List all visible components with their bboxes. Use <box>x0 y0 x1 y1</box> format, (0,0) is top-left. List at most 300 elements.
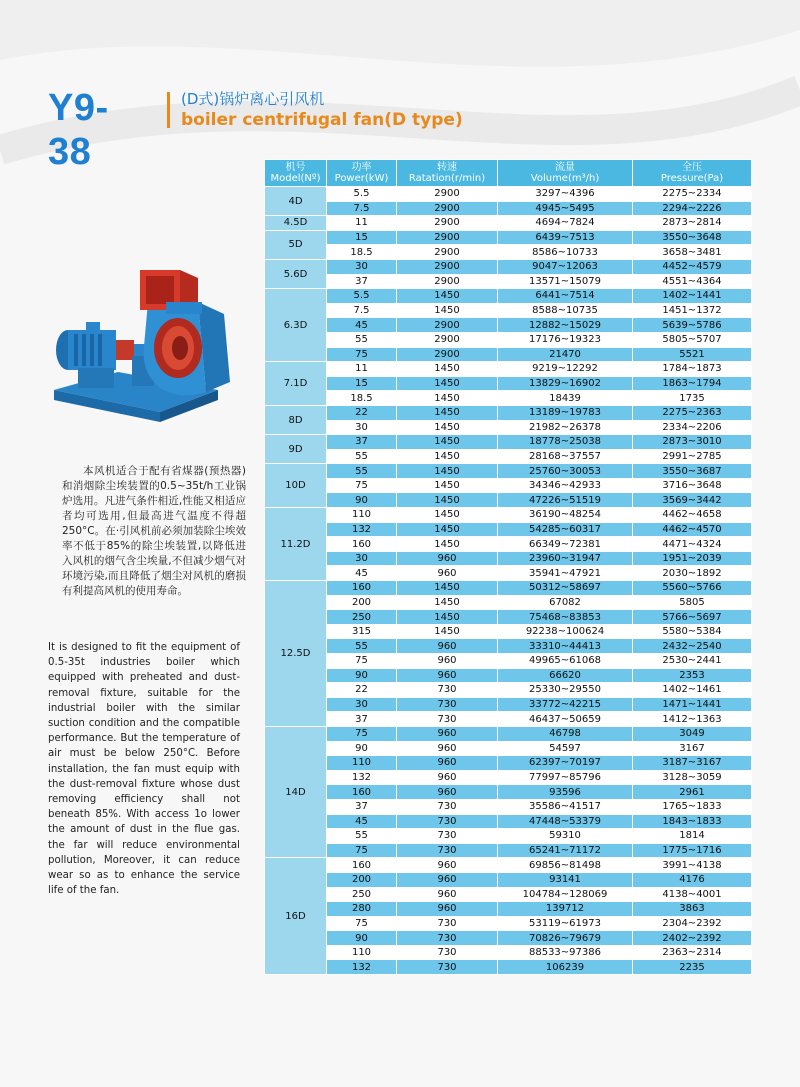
pressure-cell: 3991~4138 <box>633 858 752 873</box>
title-divider <box>167 92 170 128</box>
volume-cell: 35586~41517 <box>498 799 633 814</box>
volume-cell: 36190~48254 <box>498 508 633 523</box>
speed-cell: 1450 <box>397 478 498 493</box>
pressure-cell: 1412~1363 <box>633 712 752 727</box>
speed-cell: 730 <box>397 843 498 858</box>
model-cell: 5.6D <box>265 259 327 288</box>
volume-cell: 8586~10733 <box>498 245 633 260</box>
volume-cell: 18439 <box>498 391 633 406</box>
header-volume <box>498 160 633 187</box>
title-chinese: (D式)锅炉离心引风机 <box>181 90 325 108</box>
model-cell: 4D <box>265 187 327 216</box>
pressure-cell: 2275~2334 <box>633 187 752 202</box>
volume-cell: 139712 <box>498 902 633 917</box>
table-row <box>265 960 752 975</box>
power-cell: 30 <box>327 551 397 566</box>
table-row <box>265 391 752 406</box>
power-cell: 11 <box>327 362 397 377</box>
table-row <box>265 449 752 464</box>
speed-cell: 1450 <box>397 522 498 537</box>
table-row <box>265 785 752 800</box>
table-row <box>265 318 752 333</box>
power-cell: 132 <box>327 770 397 785</box>
power-cell: 315 <box>327 624 397 639</box>
model-cell: 7.1D <box>265 362 327 406</box>
volume-cell: 9047~12063 <box>498 259 633 274</box>
speed-cell: 2900 <box>397 216 498 231</box>
power-cell: 37 <box>327 799 397 814</box>
table-row <box>265 435 752 450</box>
power-cell: 160 <box>327 581 397 596</box>
volume-cell: 23960~31947 <box>498 551 633 566</box>
table-row <box>265 201 752 216</box>
table-row <box>265 726 752 741</box>
table-row <box>265 362 752 377</box>
speed-cell: 960 <box>397 551 498 566</box>
speed-cell: 2900 <box>397 259 498 274</box>
pressure-cell: 1765~1833 <box>633 799 752 814</box>
table-row <box>265 376 752 391</box>
header-model <box>265 160 327 187</box>
volume-cell: 46437~50659 <box>498 712 633 727</box>
model-cell: 5D <box>265 230 327 259</box>
model-cell: 14D <box>265 726 327 857</box>
header-speed <box>397 160 498 187</box>
speed-cell: 1450 <box>397 449 498 464</box>
volume-cell: 54597 <box>498 741 633 756</box>
table-row <box>265 756 752 771</box>
table-row <box>265 405 752 420</box>
header-model-en: Model(Nº) <box>270 173 321 184</box>
pressure-cell: 3550~3648 <box>633 230 752 245</box>
centrifugal-fan-image <box>48 262 244 428</box>
volume-cell: 4694~7824 <box>498 216 633 231</box>
table-row <box>265 522 752 537</box>
power-cell: 55 <box>327 639 397 654</box>
volume-cell: 6439~7513 <box>498 230 633 245</box>
table-header-row <box>265 160 752 187</box>
header-pressure <box>633 160 752 187</box>
table-row <box>265 799 752 814</box>
table-row <box>265 902 752 917</box>
speed-cell: 960 <box>397 668 498 683</box>
table-row <box>265 843 752 858</box>
model-cell: 9D <box>265 435 327 464</box>
model-title: Y9-38 <box>48 87 109 173</box>
table-row <box>265 931 752 946</box>
model-cell: 4.5D <box>265 216 327 231</box>
pressure-cell: 2353 <box>633 668 752 683</box>
power-cell: 45 <box>327 566 397 581</box>
power-cell: 132 <box>327 522 397 537</box>
volume-cell: 50312~58697 <box>498 581 633 596</box>
volume-cell: 25760~30053 <box>498 464 633 479</box>
volume-cell: 13189~19783 <box>498 405 633 420</box>
power-cell: 160 <box>327 537 397 552</box>
header-volume-zh: 流量 <box>555 162 575 173</box>
pressure-cell: 1735 <box>633 391 752 406</box>
volume-cell: 62397~70197 <box>498 756 633 771</box>
table-row <box>265 478 752 493</box>
power-cell: 45 <box>327 814 397 829</box>
volume-cell: 33310~44413 <box>498 639 633 654</box>
speed-cell: 2900 <box>397 245 498 260</box>
speed-cell: 960 <box>397 741 498 756</box>
table-row <box>265 858 752 873</box>
table-row <box>265 683 752 698</box>
volume-cell: 4945~5495 <box>498 201 633 216</box>
table-row <box>265 712 752 727</box>
volume-cell: 35941~47921 <box>498 566 633 581</box>
pressure-cell: 1471~1441 <box>633 697 752 712</box>
table-row <box>265 274 752 289</box>
power-cell: 15 <box>327 230 397 245</box>
speed-cell: 730 <box>397 814 498 829</box>
volume-cell: 77997~85796 <box>498 770 633 785</box>
model-cell: 16D <box>265 858 327 975</box>
pressure-cell: 2873~2814 <box>633 216 752 231</box>
power-cell: 250 <box>327 610 397 625</box>
power-cell: 55 <box>327 829 397 844</box>
table-row <box>265 624 752 639</box>
volume-cell: 53119~61973 <box>498 916 633 931</box>
volume-cell: 59310 <box>498 829 633 844</box>
power-cell: 30 <box>327 259 397 274</box>
table-row <box>265 347 752 362</box>
volume-cell: 18778~25038 <box>498 435 633 450</box>
pressure-cell: 2334~2206 <box>633 420 752 435</box>
speed-cell: 1450 <box>397 610 498 625</box>
speed-cell: 1450 <box>397 464 498 479</box>
pressure-cell: 4471~4324 <box>633 537 752 552</box>
speed-cell: 960 <box>397 902 498 917</box>
pressure-cell: 5766~5697 <box>633 610 752 625</box>
volume-cell: 106239 <box>498 960 633 975</box>
speed-cell: 2900 <box>397 318 498 333</box>
speed-cell: 2900 <box>397 201 498 216</box>
pressure-cell: 1814 <box>633 829 752 844</box>
pressure-cell: 1863~1794 <box>633 376 752 391</box>
table-row <box>265 668 752 683</box>
volume-cell: 25330~29550 <box>498 683 633 698</box>
volume-cell: 49965~61068 <box>498 654 633 669</box>
pressure-cell: 4176 <box>633 872 752 887</box>
table-row <box>265 259 752 274</box>
power-cell: 15 <box>327 376 397 391</box>
table-row <box>265 595 752 610</box>
header-power-en: Power(kW) <box>334 173 389 184</box>
volume-cell: 88533~97386 <box>498 945 633 960</box>
power-cell: 110 <box>327 756 397 771</box>
volume-cell: 92238~100624 <box>498 624 633 639</box>
volume-cell: 28168~37557 <box>498 449 633 464</box>
pressure-cell: 1951~2039 <box>633 551 752 566</box>
power-cell: 18.5 <box>327 391 397 406</box>
pressure-cell: 2275~2363 <box>633 405 752 420</box>
power-cell: 200 <box>327 595 397 610</box>
power-cell: 90 <box>327 931 397 946</box>
speed-cell: 1450 <box>397 581 498 596</box>
speed-cell: 2900 <box>397 187 498 202</box>
volume-cell: 67082 <box>498 595 633 610</box>
spec-table-body <box>265 187 752 975</box>
volume-cell: 17176~19323 <box>498 332 633 347</box>
volume-cell: 46798 <box>498 726 633 741</box>
power-cell: 90 <box>327 493 397 508</box>
header-pressure-en: Pressure(Pa) <box>660 173 724 184</box>
header-volume-en: Volume(m³/h) <box>530 173 600 184</box>
speed-cell: 2900 <box>397 230 498 245</box>
table-row <box>265 945 752 960</box>
pressure-cell: 5805 <box>633 595 752 610</box>
table-row <box>265 230 752 245</box>
volume-cell: 8588~10735 <box>498 303 633 318</box>
speed-cell: 960 <box>397 858 498 873</box>
table-row <box>265 581 752 596</box>
table-row <box>265 887 752 902</box>
model-cell: 8D <box>265 405 327 434</box>
header-power <box>327 160 397 187</box>
volume-cell: 66349~72381 <box>498 537 633 552</box>
power-cell: 75 <box>327 478 397 493</box>
pressure-cell: 4138~4001 <box>633 887 752 902</box>
volume-cell: 47226~51519 <box>498 493 633 508</box>
volume-cell: 47448~53379 <box>498 814 633 829</box>
power-cell: 90 <box>327 668 397 683</box>
volume-cell: 13571~15079 <box>498 274 633 289</box>
spec-table-wrapper <box>264 159 751 975</box>
pressure-cell: 3187~3167 <box>633 756 752 771</box>
table-row <box>265 916 752 931</box>
pressure-cell: 3049 <box>633 726 752 741</box>
table-row <box>265 829 752 844</box>
table-row <box>265 420 752 435</box>
volume-cell: 34346~42933 <box>498 478 633 493</box>
power-cell: 280 <box>327 902 397 917</box>
speed-cell: 960 <box>397 872 498 887</box>
volume-cell: 54285~60317 <box>498 522 633 537</box>
pressure-cell: 3863 <box>633 902 752 917</box>
table-row <box>265 332 752 347</box>
volume-cell: 21470 <box>498 347 633 362</box>
description-english: It is designed to fit the equipment of 0.5-35t industries boiler which equipped with preheated and dust-removal fixture, suitable for the industrial boiler with the similar suction condition and the compatible performance. But the temperature of air must be below 250°C. Before installation, the fan must equip with the dust-removal fixture whose dust removing efficiency shall not beneath 85%. With access 1o lower the amount of dust in the flue gas. the far will reduce environmental pollution, Moreover, it can reduce wear so as to enhance the service life of the fan. <box>48 642 240 897</box>
model-cell: 10D <box>265 464 327 508</box>
speed-cell: 1450 <box>397 303 498 318</box>
speed-cell: 1450 <box>397 362 498 377</box>
speed-cell: 2900 <box>397 332 498 347</box>
power-cell: 45 <box>327 318 397 333</box>
speed-cell: 730 <box>397 799 498 814</box>
power-cell: 22 <box>327 405 397 420</box>
power-cell: 55 <box>327 449 397 464</box>
pressure-cell: 2873~3010 <box>633 435 752 450</box>
volume-cell: 69856~81498 <box>498 858 633 873</box>
speed-cell: 1450 <box>397 420 498 435</box>
volume-cell: 6441~7514 <box>498 289 633 304</box>
pressure-cell: 4462~4570 <box>633 522 752 537</box>
speed-cell: 1450 <box>397 595 498 610</box>
description-chinese: 本风机适合于配有省煤器(预热器)和消烟除尘埃装置的0.5~35t/h工业锅炉选用。凡进气条件相近,性能又相适应者均可选用,但最高进气温度不得超250°C。在·引风机前必须加装除尘埃效率不低于85%的除尘埃装置,以降低进入风机的烟气含尘埃量,不但减少烟气对环境污染,而且降低了烟尘对风机的磨损有利提高风机的使用寿命。 <box>62 465 246 597</box>
model-cell: 12.5D <box>265 581 327 727</box>
header-pressure-zh: 全压 <box>682 162 702 173</box>
table-row <box>265 654 752 669</box>
power-cell: 30 <box>327 420 397 435</box>
pressure-cell: 2991~2785 <box>633 449 752 464</box>
pressure-cell: 5560~5766 <box>633 581 752 596</box>
table-row <box>265 508 752 523</box>
speed-cell: 730 <box>397 712 498 727</box>
volume-cell: 93141 <box>498 872 633 887</box>
pressure-cell: 1451~1372 <box>633 303 752 318</box>
power-cell: 75 <box>327 347 397 362</box>
header-power-zh: 功率 <box>351 162 372 173</box>
pressure-cell: 1775~1716 <box>633 843 752 858</box>
speed-cell: 730 <box>397 683 498 698</box>
pressure-cell: 2961 <box>633 785 752 800</box>
pressure-cell: 5580~5384 <box>633 624 752 639</box>
volume-cell: 33772~42215 <box>498 697 633 712</box>
pressure-cell: 1402~1441 <box>633 289 752 304</box>
pressure-cell: 1843~1833 <box>633 814 752 829</box>
title-english: boiler centrifugal fan(D type) <box>181 110 463 130</box>
speed-cell: 2900 <box>397 347 498 362</box>
power-cell: 90 <box>327 741 397 756</box>
power-cell: 7.5 <box>327 201 397 216</box>
volume-cell: 66620 <box>498 668 633 683</box>
speed-cell: 730 <box>397 829 498 844</box>
speed-cell: 730 <box>397 697 498 712</box>
pressure-cell: 3128~3059 <box>633 770 752 785</box>
volume-cell: 21982~26378 <box>498 420 633 435</box>
volume-cell: 104784~128069 <box>498 887 633 902</box>
volume-cell: 12882~15029 <box>498 318 633 333</box>
volume-cell: 75468~83853 <box>498 610 633 625</box>
power-cell: 75 <box>327 726 397 741</box>
power-cell: 37 <box>327 435 397 450</box>
volume-cell: 65241~71172 <box>498 843 633 858</box>
model-cell: 6.3D <box>265 289 327 362</box>
spec-table <box>264 159 752 975</box>
power-cell: 250 <box>327 887 397 902</box>
pressure-cell: 2304~2392 <box>633 916 752 931</box>
speed-cell: 730 <box>397 931 498 946</box>
power-cell: 5.5 <box>327 289 397 304</box>
speed-cell: 2900 <box>397 274 498 289</box>
table-row <box>265 872 752 887</box>
speed-cell: 960 <box>397 639 498 654</box>
power-cell: 7.5 <box>327 303 397 318</box>
table-row <box>265 216 752 231</box>
table-row <box>265 245 752 260</box>
speed-cell: 1450 <box>397 391 498 406</box>
pressure-cell: 3658~3481 <box>633 245 752 260</box>
power-cell: 18.5 <box>327 245 397 260</box>
model-cell: 11.2D <box>265 508 327 581</box>
table-row <box>265 697 752 712</box>
volume-cell: 93596 <box>498 785 633 800</box>
pressure-cell: 2235 <box>633 960 752 975</box>
table-row <box>265 566 752 581</box>
power-cell: 30 <box>327 697 397 712</box>
header-speed-zh: 转速 <box>437 162 457 173</box>
power-cell: 110 <box>327 945 397 960</box>
speed-cell: 960 <box>397 887 498 902</box>
table-row <box>265 187 752 202</box>
power-cell: 37 <box>327 274 397 289</box>
table-row <box>265 770 752 785</box>
speed-cell: 960 <box>397 726 498 741</box>
pressure-cell: 2294~2226 <box>633 201 752 216</box>
pressure-cell: 3167 <box>633 741 752 756</box>
table-row <box>265 303 752 318</box>
speed-cell: 1450 <box>397 435 498 450</box>
table-row <box>265 551 752 566</box>
power-cell: 22 <box>327 683 397 698</box>
table-row <box>265 814 752 829</box>
header-model-zh: 机号 <box>285 162 306 173</box>
power-cell: 110 <box>327 508 397 523</box>
pressure-cell: 1784~1873 <box>633 362 752 377</box>
speed-cell: 960 <box>397 770 498 785</box>
table-row <box>265 610 752 625</box>
pressure-cell: 2363~2314 <box>633 945 752 960</box>
table-row <box>265 639 752 654</box>
pressure-cell: 3716~3648 <box>633 478 752 493</box>
speed-cell: 1450 <box>397 493 498 508</box>
speed-cell: 960 <box>397 566 498 581</box>
pressure-cell: 5805~5707 <box>633 332 752 347</box>
power-cell: 75 <box>327 843 397 858</box>
power-cell: 200 <box>327 872 397 887</box>
power-cell: 55 <box>327 332 397 347</box>
speed-cell: 1450 <box>397 508 498 523</box>
pressure-cell: 2402~2392 <box>633 931 752 946</box>
header-speed-en: Ratation(r/min) <box>408 173 486 184</box>
speed-cell: 1450 <box>397 405 498 420</box>
speed-cell: 1450 <box>397 624 498 639</box>
pressure-cell: 4452~4579 <box>633 259 752 274</box>
table-row <box>265 537 752 552</box>
pressure-cell: 4551~4364 <box>633 274 752 289</box>
speed-cell: 1450 <box>397 289 498 304</box>
speed-cell: 730 <box>397 916 498 931</box>
pressure-cell: 2530~2441 <box>633 654 752 669</box>
speed-cell: 730 <box>397 945 498 960</box>
speed-cell: 1450 <box>397 537 498 552</box>
power-cell: 160 <box>327 858 397 873</box>
pressure-cell: 1402~1461 <box>633 683 752 698</box>
power-cell: 75 <box>327 916 397 931</box>
table-row <box>265 493 752 508</box>
speed-cell: 1450 <box>397 376 498 391</box>
power-cell: 75 <box>327 654 397 669</box>
speed-cell: 960 <box>397 785 498 800</box>
table-row <box>265 289 752 304</box>
pressure-cell: 3550~3687 <box>633 464 752 479</box>
speed-cell: 730 <box>397 960 498 975</box>
volume-cell: 70826~79679 <box>498 931 633 946</box>
pressure-cell: 4462~4658 <box>633 508 752 523</box>
volume-cell: 9219~12292 <box>498 362 633 377</box>
power-cell: 132 <box>327 960 397 975</box>
pressure-cell: 3569~3442 <box>633 493 752 508</box>
volume-cell: 3297~4396 <box>498 187 633 202</box>
power-cell: 55 <box>327 464 397 479</box>
power-cell: 37 <box>327 712 397 727</box>
table-row <box>265 741 752 756</box>
table-row <box>265 464 752 479</box>
speed-cell: 960 <box>397 654 498 669</box>
